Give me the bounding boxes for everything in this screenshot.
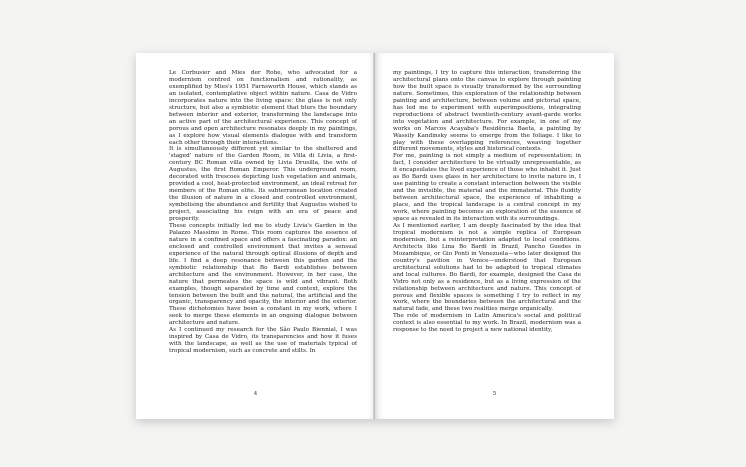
left-page [136,53,375,419]
paragraph: As I mentioned earlier, I am deeply fascinated by the idea that tropical modernism is not a simple replica of European modernism, but a reinterpretation adapted to local conditions. Architects like Lina Bo Bardi in Brazil, Pancho Guedes in Mozambique, or Gio Ponti in Venezuela—who later designed the country's pavilion in Venice—understood that European architectural solutions had to be adapted to tropical climates and local cultures. Bo Bardi, for example, designed the Casa de Vidro not only as a residence, but as a living expression of the relationship between architecture and nature. This concept of porous and flexible spaces is something I try to reflect in my work, where the boundaries between the architectural and the natural fade, and these two realities merge organically. [393,222,581,313]
page-number: 4 [253,391,258,397]
right-page [375,53,614,419]
paragraph: As I continued my research for the São Paulo Biennial, I was inspired by Casa de Vidro, its transparencies and how it fuses with the landscape, as well as the use of materials typical of tropical modernism, such as concrete and stilts. In [169,327,357,355]
page-number: 5 [492,391,497,397]
paragraph: It is simultaneously different yet similar to the sheltered and 'staged' nature of the Garden Room, in Villa di Livia, a first-century BC Roman villa owned by Livia Drusilla, the wife of Augustus, the first Roman Emperor. This underground room, decorated with frescoes depicting lush vegetation and animals, provided a cool, heat-protected environment, an ideal retreat for members of the Roman elite. Its subterranean location created the illusion of nature in a closed and controlled environment, symbolising the abundance and fertility that Augustus wished to project, associating his reign with an era of peace and prosperity. [169,146,357,223]
right-page-body [393,70,581,382]
paragraph: These concepts initially led me to study Livia's Garden in the Palazzo Massimo in Rome. This room captures the essence of nature in a confined space and offers a fascinating paradox: an enclosed and controlled environment that invites a sensual experience of the natural through optical illusions of depth and life. I find a deep resonance between this garden and the symbiotic relationship that Bo Bardi establishes between architecture and the environment. However, in her case, the nature that permeates the space is wild and vibrant. Both examples, though separated by time and context, explore the tension between the built and the natural, the artificial and the organic, transparency and opacity, the interior and the exterior. These dichotomies have been a constant in my work, where I seek to merge these elements in an ongoing dialogue between architecture and nature. [169,222,357,327]
paragraph: Le Corbusier and Mies der Rohe, who advocated for a modernism centred on functionalism and rationality, as exemplified by Mies's 1951 Farnsworth House, which stands as an isolated, contemplative object within nature. Casa de Vidro incorporates nature into the living space: the glass is not only structure, but also a symbiotic element that blurs the boundary between interior and exterior, transforming the landscape into an active part of the architectural experience. This concept of porous and open architecture resonates deeply in my paintings, as I explore how visual elements dialogue with and transform each other through their interactions. [169,70,357,146]
left-page-body [169,70,357,382]
paragraph: my paintings, I try to capture this interaction, transferring the architectural plans onto the canvas to explore through painting how the built space is visually transformed by the surrounding nature. Sometimes, this exploration of the relationship between painting and architecture, between volume and pictorial space, has led me to experiment with superimpositions, integrating reproductions of abstract twentieth-century avant-garde works into vegetation and architecture. For example, in one of my works on Marcos Acayaba's Residência Baeta, a painting by Wassily Kandinsky seems to emerge from the foliage. I like to play with these overlapping references, weaving together different movements, styles and historical contexts. [393,70,581,153]
paragraph: The role of modernism in Latin America's social and political context is also essential to my work. In Brazil, modernism was a response to the need to project a new national identity, [393,313,581,334]
paragraph: For me, painting is not simply a medium of representation; in fact, I consider architecture to be virtually unrepresentable, as it encapsulates the lived experience of those who inhabit it. Just as Bo Bardi uses glass in her architecture to invite nature in, I use painting to create a constant interaction between the visible and the invisible, the material and the immaterial. This fluidity between architectural space, the experience of inhabiting a place, and the tropical landscape is a central concept in my work, where painting becomes an exploration of the essence of space as revealed in its interaction with its surroundings. [393,153,581,223]
